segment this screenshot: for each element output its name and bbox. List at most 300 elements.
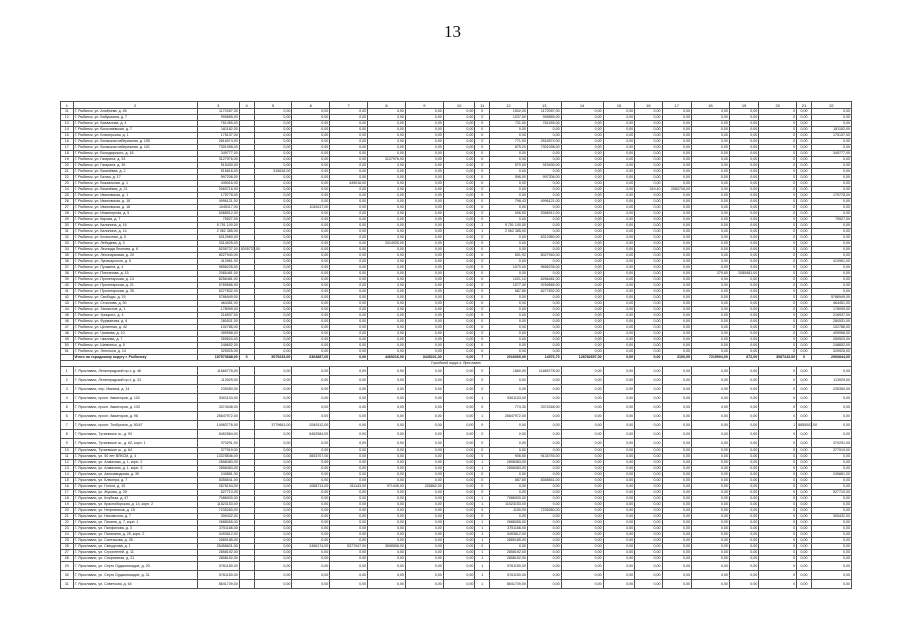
value-cell: 0,00: [811, 247, 851, 253]
value-cell: 0,00: [729, 466, 758, 472]
value-cell: 0: [759, 175, 797, 181]
address-cell: Г. Ярославль, просп. Толбухина, д. 50/47: [73, 421, 197, 430]
value-cell: 0,00: [292, 532, 330, 538]
value-cell: 0,00: [797, 571, 812, 580]
value-cell: 0,00: [561, 367, 603, 376]
value-cell: 0,00: [527, 439, 561, 448]
value-cell: 249881,00: [197, 472, 239, 478]
value-cell: 0,00: [368, 514, 406, 520]
value-cell: 0: [759, 331, 797, 337]
value-cell: 0,00: [811, 502, 851, 508]
value-cell: 2: [475, 223, 490, 229]
value-cell: 8641739,00: [197, 580, 239, 589]
value-cell: 0,00: [330, 217, 368, 223]
value-cell: 0: [475, 337, 490, 343]
value-cell: 0,00: [561, 412, 603, 421]
value-cell: 0,00: [527, 259, 561, 265]
value-cell: 0,00: [254, 376, 292, 385]
value-cell: 0,00: [443, 571, 475, 580]
value-cell: 0,00: [635, 319, 662, 325]
table-row: [61, 421, 852, 430]
value-cell: 0,00: [662, 121, 691, 127]
value-cell: 5205737,00: [240, 247, 260, 251]
value-cell: 0,00: [443, 265, 475, 271]
value-cell: 7301098,00: [197, 145, 239, 151]
value-cell: 0: [759, 223, 797, 229]
value-cell: 0,00: [635, 502, 662, 508]
value-cell: 0,00: [691, 295, 729, 301]
value-cell: 0,00: [254, 157, 292, 163]
value-cell: 0,00: [254, 217, 292, 223]
total-value: 14976,70: [527, 355, 561, 361]
value-cell: 0,00: [368, 133, 406, 139]
value-cell: 0,00: [330, 520, 368, 526]
value-cell: 0,00: [662, 223, 691, 229]
value-cell: 0,00: [797, 472, 812, 478]
value-cell: 0,00: [691, 550, 729, 556]
value-cell: 0,00: [405, 235, 443, 241]
value-cell: 0,00: [368, 259, 406, 265]
row-index-cell: 29: [61, 562, 74, 571]
value-cell: 0,00: [603, 193, 635, 199]
value-cell: 0,00: [691, 199, 729, 205]
total-value: 7: [475, 355, 490, 361]
value-cell: 0,00: [603, 556, 635, 562]
value-cell: 325925,00: [811, 349, 851, 355]
value-cell: [239, 571, 254, 580]
value-cell: 0,00: [292, 289, 330, 295]
value-cell: 0,00: [443, 301, 475, 307]
value-cell: 0: [759, 502, 797, 508]
value-cell: 0,00: [797, 205, 812, 211]
value-cell: 0,00: [443, 466, 475, 472]
value-cell: 0,00: [443, 259, 475, 265]
value-cell: 0,00: [254, 331, 292, 337]
value-cell: 0,00: [254, 478, 292, 484]
value-cell: 0,00: [405, 265, 443, 271]
value-cell: 5368912,00: [527, 211, 561, 217]
value-cell: 113929,00: [197, 376, 239, 385]
value-cell: 0,00: [635, 412, 662, 421]
value-cell: 0,00: [405, 343, 443, 349]
value-cell: 0,00: [691, 133, 729, 139]
value-cell: 0: [759, 337, 797, 343]
value-cell: 0: [759, 349, 797, 355]
value-cell: 0,00: [527, 157, 561, 163]
value-cell: 0,00: [527, 550, 561, 556]
value-cell: 0,00: [691, 259, 729, 265]
value-cell: 0,00: [292, 157, 330, 163]
value-cell: 0,00: [603, 313, 635, 319]
value-cell: 0,00: [368, 526, 406, 532]
value-cell: 0,00: [797, 277, 812, 283]
value-cell: 0,00: [561, 115, 603, 121]
value-cell: 0,00: [368, 472, 406, 478]
value-cell: 0,00: [691, 412, 729, 421]
value-cell: 0,00: [368, 283, 406, 289]
value-cell: 7086930,00: [490, 496, 528, 502]
value-cell: 0,00: [405, 199, 443, 205]
value-cell: 0,00: [490, 241, 528, 247]
value-cell: 0: [759, 532, 797, 538]
value-cell: 0,00: [254, 193, 292, 199]
total-value: 128782657,00: [561, 355, 603, 361]
value-cell: 0,00: [443, 307, 475, 313]
address-cell: Г. Рыбинск, ул. Энгельса, д. 14: [73, 349, 197, 355]
value-cell: 0,00: [405, 187, 443, 193]
value-cell: 0,00: [797, 223, 812, 229]
value-cell: 0,00: [662, 181, 691, 187]
value-cell: 2456174,00: [292, 544, 330, 550]
value-cell: 0: [475, 313, 490, 319]
value-cell: 0,00: [662, 163, 691, 169]
value-cell: 0,00: [561, 508, 603, 514]
value-cell: 0,00: [527, 271, 561, 277]
value-cell: 0,00: [330, 139, 368, 145]
value-cell: 0,00: [691, 139, 729, 145]
row-index-cell: 17: [61, 145, 74, 151]
value-cell: 0,00: [691, 421, 729, 430]
address-cell: Г. Рыбинск, ул. Колхозная, д. 5: [73, 235, 197, 241]
value-cell: 0,00: [292, 211, 330, 217]
value-cell: 349777,00: [811, 151, 851, 157]
address-cell: Г. Рыбинск, ул. Володарского, д. 18: [73, 151, 197, 157]
value-cell: 0,00: [729, 472, 758, 478]
value-cell: 0,00: [797, 193, 812, 199]
value-cell: 0,00: [691, 163, 729, 169]
value-cell: 0,00: [405, 253, 443, 259]
value-cell: 0,00: [405, 175, 443, 181]
value-cell: 0: [759, 472, 797, 478]
value-cell: 248652,00: [811, 343, 851, 349]
value-cell: 0: [759, 259, 797, 265]
value-cell: 0,00: [254, 349, 292, 355]
value-cell: 0: [475, 319, 490, 325]
value-cell: 0,00: [635, 550, 662, 556]
value-cell: 2678154,00: [197, 484, 239, 490]
value-cell: 0,00: [527, 325, 561, 331]
value-cell: 0,00: [292, 538, 330, 544]
value-cell: 0,00: [490, 448, 528, 454]
value-cell: 175137,00: [197, 133, 239, 139]
value-cell: 0: [475, 331, 490, 337]
row-index-cell: 13: [61, 121, 74, 127]
value-cell: 0: [475, 289, 490, 295]
value-cell: 0,00: [797, 526, 812, 532]
column-header: 14: [561, 102, 603, 109]
column-header: 2: [73, 102, 197, 109]
value-cell: 0,00: [527, 193, 561, 199]
row-index-cell: 20: [61, 163, 74, 169]
value-cell: 0: [475, 241, 490, 247]
row-index-cell: 27: [61, 205, 74, 211]
value-cell: 0,00: [405, 394, 443, 403]
value-cell: 0,00: [662, 343, 691, 349]
value-cell: 0,00: [368, 550, 406, 556]
value-cell: 0,00: [729, 325, 758, 331]
value-cell: 0,00: [443, 145, 475, 151]
value-cell: 370291,00: [197, 439, 239, 448]
value-cell: 0: [475, 139, 490, 145]
value-cell: 0,00: [797, 337, 812, 343]
value-cell: 771,00: [490, 139, 528, 145]
value-cell: 0,00: [368, 376, 406, 385]
value-cell: 0,00: [797, 295, 812, 301]
value-cell: 0,00: [527, 472, 561, 478]
value-cell: 0,00: [443, 133, 475, 139]
value-cell: 2858192,00: [197, 556, 239, 562]
value-cell: 0: [475, 277, 490, 283]
value-cell: 0,00: [811, 460, 851, 466]
value-cell: 0,00: [561, 490, 603, 496]
value-cell: 0,00: [729, 343, 758, 349]
value-cell: 0,00: [691, 526, 729, 532]
value-cell: 0,00: [691, 571, 729, 580]
value-cell: 0,00: [635, 349, 662, 355]
total-value: 3445221,00: [405, 355, 443, 361]
value-cell: 0,00: [691, 235, 729, 241]
row-index-cell: 31: [61, 229, 74, 235]
row-index-cell: 33: [61, 241, 74, 247]
value-cell: 0,00: [603, 520, 635, 526]
row-index-cell: 17: [61, 490, 74, 496]
value-cell: 0: [759, 199, 797, 205]
value-cell: 0,00: [527, 562, 561, 571]
value-cell: 0,00: [443, 319, 475, 325]
value-cell: 0,00: [292, 187, 330, 193]
value-cell: 0,00: [603, 295, 635, 301]
value-cell: 6277832,00: [197, 289, 239, 295]
value-cell: 0,00: [635, 223, 662, 229]
value-cell: 0: [759, 439, 797, 448]
value-cell: 0: [475, 376, 490, 385]
value-cell: 0: [759, 229, 797, 235]
value-cell: 0,00: [662, 331, 691, 337]
total-value: 187573688,00: [197, 355, 239, 361]
value-cell: 0,00: [603, 229, 635, 235]
value-cell: 1045117,00: [197, 205, 239, 211]
value-cell: 2 062 385,00: [197, 229, 239, 235]
table-row: [61, 580, 852, 589]
value-cell: 0,00: [292, 478, 330, 484]
row-index-cell: 39: [61, 277, 74, 283]
value-cell: 0,00: [443, 508, 475, 514]
value-cell: 0: [759, 403, 797, 412]
value-cell: 0,00: [603, 259, 635, 265]
value-cell: 527710,00: [811, 490, 851, 496]
value-cell: 0,00: [691, 472, 729, 478]
value-cell: 0,00: [443, 430, 475, 439]
address-cell: Г. Ярославль, ул. Нахимсона, д. 7: [73, 514, 197, 520]
value-cell: 0,00: [490, 235, 528, 241]
value-cell: 0,00: [292, 169, 330, 175]
value-cell: 0,00: [662, 430, 691, 439]
value-cell: 2858192,00: [490, 556, 528, 562]
value-cell: 1: [475, 229, 490, 235]
address-cell: Г. Рыбинск, ул. Лебедева, д. 3: [73, 241, 197, 247]
value-cell: 0,00: [330, 562, 368, 571]
value-cell: 0: [475, 115, 490, 121]
value-cell: 0,00: [603, 325, 635, 331]
value-cell: 0: [759, 313, 797, 319]
value-cell: 0,00: [405, 181, 443, 187]
value-cell: 0,00: [635, 385, 662, 394]
value-cell: 0,00: [662, 145, 691, 151]
value-cell: 915430,00: [527, 163, 561, 169]
value-cell: 0: [475, 157, 490, 163]
value-cell: 0: [475, 454, 490, 460]
value-cell: 0,00: [561, 157, 603, 163]
value-cell: 0,00: [635, 538, 662, 544]
value-cell: 0,00: [561, 199, 603, 205]
value-cell: 0,00: [729, 514, 758, 520]
value-cell: 1: [475, 550, 490, 556]
value-cell: 0,00: [292, 253, 330, 259]
value-cell: 0,00: [603, 394, 635, 403]
value-cell: 0,00: [561, 289, 603, 295]
value-cell: 7235260,00: [197, 508, 239, 514]
total-label: Итого по городскому округу г. Рыбинску: [73, 355, 197, 361]
value-cell: 0,00: [797, 151, 812, 157]
value-cell: 0,00: [635, 454, 662, 460]
value-cell: 0,00: [292, 412, 330, 421]
value-cell: 0,00: [811, 253, 851, 259]
value-cell: 0,00: [811, 139, 851, 145]
value-cell: 0,00: [254, 367, 292, 376]
value-cell: 0,00: [368, 502, 406, 508]
section-rybinsk-rows: [61, 109, 852, 355]
value-cell: 0: [475, 271, 490, 277]
value-cell: 0,00: [527, 223, 561, 229]
value-cell: 0,00: [561, 403, 603, 412]
value-cell: 0,00: [254, 121, 292, 127]
value-cell: 0,00: [691, 217, 729, 223]
value-cell: 0,00: [292, 580, 330, 589]
value-cell: 0,00: [443, 241, 475, 247]
value-cell: 0,00: [662, 235, 691, 241]
value-cell: 0,00: [662, 466, 691, 472]
value-cell: 0,00: [490, 169, 528, 175]
value-cell: 3314925,00: [368, 241, 406, 247]
address-cell: Г. Рыбинск, ул. Бабушкина, д. 7: [73, 115, 197, 121]
value-cell: 0,00: [797, 271, 812, 277]
value-cell: 0,00: [405, 508, 443, 514]
value-cell: 0,00: [729, 376, 758, 385]
value-cell: 0,00: [797, 331, 812, 337]
value-cell: 0,00: [330, 460, 368, 466]
value-cell: 0,00: [405, 421, 443, 430]
address-cell: Г. Рыбинск, ул. Чкалова, д. 7: [73, 337, 197, 343]
total-value: 6363887,00: [292, 355, 330, 361]
value-cell: 0,00: [443, 187, 475, 193]
value-cell: 0,00: [254, 337, 292, 343]
value-cell: 0,00: [561, 193, 603, 199]
value-cell: 0,00: [691, 562, 729, 571]
value-cell: 0,00: [490, 157, 528, 163]
value-cell: 0: [475, 367, 490, 376]
value-cell: 0,00: [490, 376, 528, 385]
value-cell: 0,00: [797, 490, 812, 496]
value-cell: 0,00: [292, 193, 330, 199]
value-cell: 0,00: [405, 157, 443, 163]
value-cell: 0,00: [443, 151, 475, 157]
value-cell: 0,00: [292, 307, 330, 313]
value-cell: 0,00: [405, 337, 443, 343]
value-cell: 0,00: [368, 169, 406, 175]
row-index-cell: 18: [61, 496, 74, 502]
value-cell: 0,00: [443, 421, 475, 430]
value-cell: 0,00: [797, 211, 812, 217]
value-cell: 0,00: [368, 490, 406, 496]
value-cell: 0,00: [797, 385, 812, 394]
column-header: 20: [759, 102, 797, 109]
value-cell: 0,00: [254, 271, 292, 277]
value-cell: 0,00: [635, 430, 662, 439]
address-cell: Г. Рыбинск, ул. Гагарина, д. 35: [73, 163, 197, 169]
column-header: 9: [405, 102, 443, 109]
value-cell: 0,00: [443, 271, 475, 277]
value-cell: 1: [475, 502, 490, 508]
value-cell: 0,00: [561, 163, 603, 169]
value-cell: 0,00: [405, 139, 443, 145]
value-cell: 0,00: [603, 211, 635, 217]
row-index-cell: 31: [61, 580, 74, 589]
value-cell: 0,00: [527, 571, 561, 580]
value-cell: 3779661,00: [254, 421, 292, 430]
value-cell: 0,00: [330, 385, 368, 394]
value-cell: 0,00: [368, 532, 406, 538]
value-cell: 0,00: [662, 562, 691, 571]
value-cell: 875,20: [490, 145, 528, 151]
value-cell: 0: [759, 271, 797, 277]
value-cell: 0,00: [797, 496, 812, 502]
value-cell: 0,00: [443, 460, 475, 466]
value-cell: 377919,00: [811, 448, 851, 454]
value-cell: 0: [759, 325, 797, 331]
value-cell: 0,00: [635, 448, 662, 454]
row-index-cell: 19: [61, 502, 74, 508]
row-index-cell: 28: [61, 556, 74, 562]
table-row: [61, 571, 852, 580]
value-cell: 464451,00: [197, 301, 239, 307]
column-header: 7: [330, 102, 368, 109]
value-cell: 0,00: [405, 439, 443, 448]
value-cell: 0,00: [254, 430, 292, 439]
value-cell: 0,00: [603, 139, 635, 145]
value-cell: 798,43: [490, 199, 528, 205]
value-cell: 0,00: [662, 550, 691, 556]
value-cell: 0,00: [797, 175, 812, 181]
value-cell: 0,00: [797, 520, 812, 526]
value-cell: 0,00: [662, 472, 691, 478]
value-cell: 0,00: [691, 187, 729, 193]
value-cell: 9134793,00: [527, 454, 561, 460]
value-cell: 0,00: [691, 283, 729, 289]
section-yaroslavl-rows-2: [61, 448, 852, 562]
value-cell: 761455,00: [197, 121, 239, 127]
address-cell: Г. Ярославль, пер. Минина, д. 14: [73, 385, 197, 394]
row-index-cell: 22: [61, 520, 74, 526]
value-cell: 0,00: [292, 301, 330, 307]
value-cell: 0,00: [603, 478, 635, 484]
value-cell: 0,00: [368, 520, 406, 526]
value-cell: 0,00: [254, 580, 292, 589]
row-index-cell: 14: [61, 472, 74, 478]
value-cell: 0,00: [635, 421, 662, 430]
value-cell: 0: [759, 478, 797, 484]
value-cell: 0,00: [405, 448, 443, 454]
address-cell: Г. Ярославль, ул. Спортивная, д. 21: [73, 556, 197, 562]
